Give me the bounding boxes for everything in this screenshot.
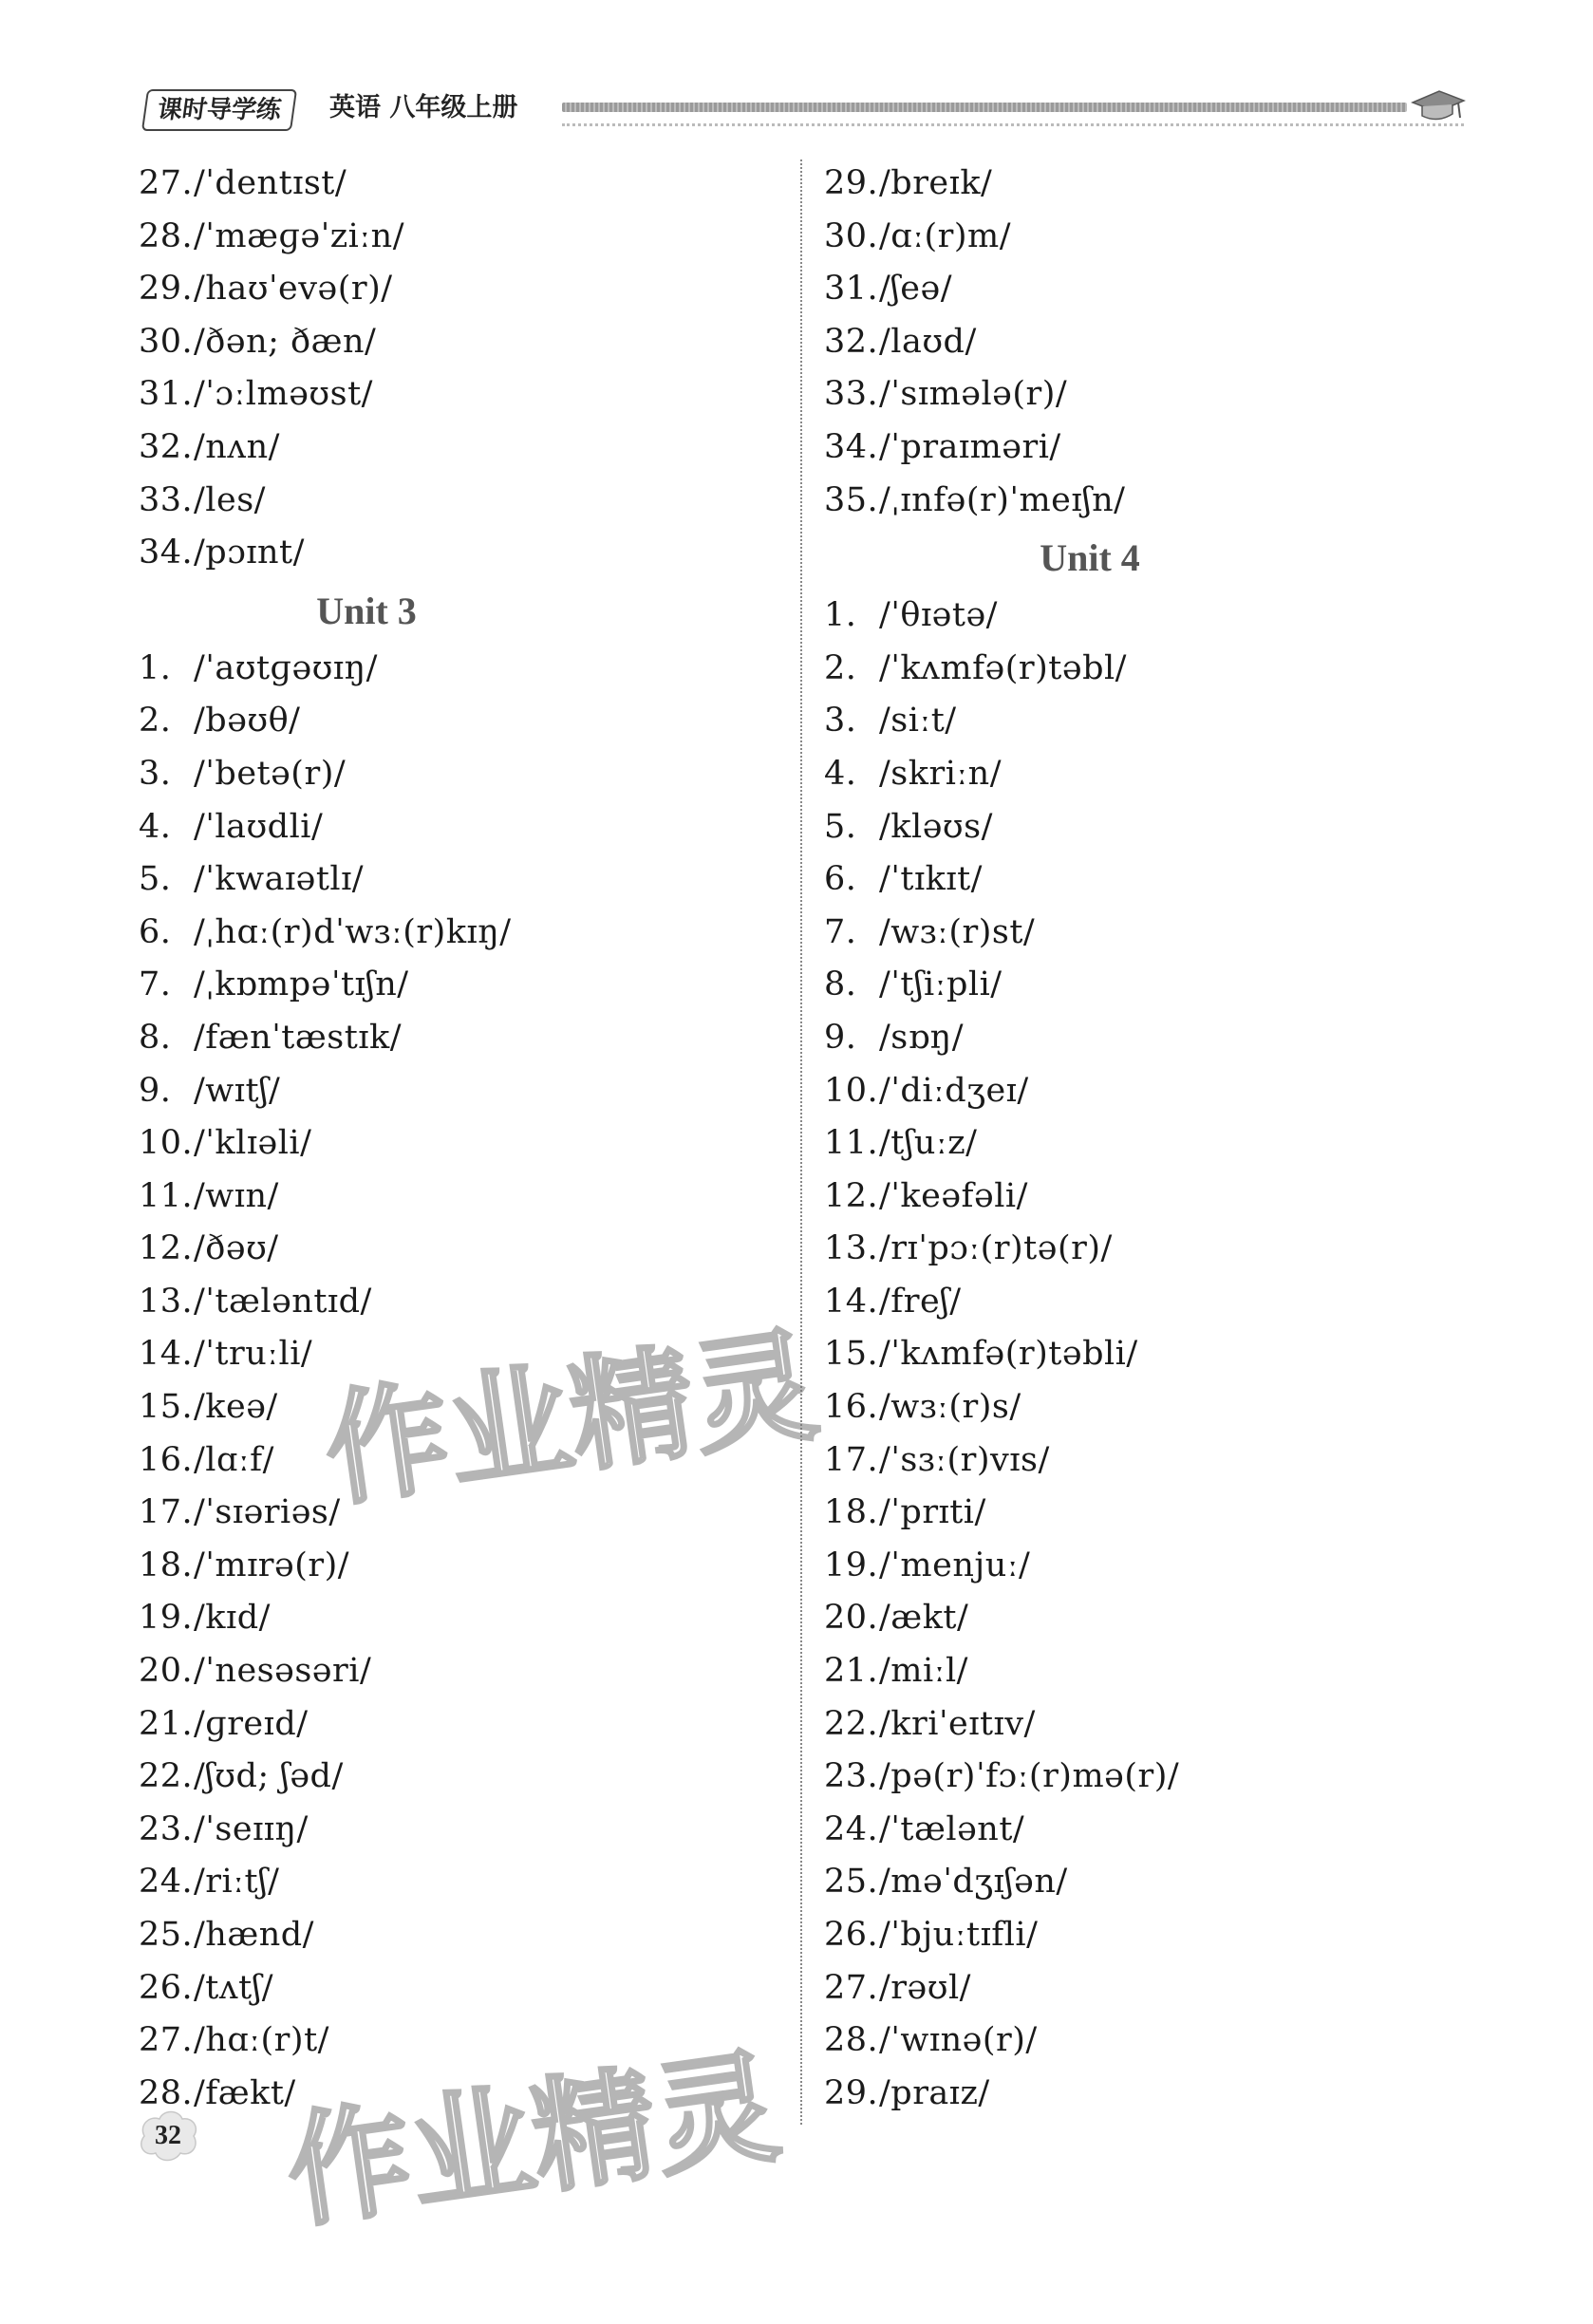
vocab-entry <box>824 959 1479 1012</box>
header-dotted-rule <box>562 123 1464 126</box>
vocab-entry <box>139 695 794 748</box>
watermark: 作业精灵 <box>316 1312 826 1525</box>
entry-number: 22. <box>824 1704 879 1743</box>
vocab-entry <box>139 643 794 696</box>
entry-number: 9. <box>139 1071 172 1110</box>
phonetic-transcription: /nʌn/ <box>194 427 280 466</box>
entry-number: 20. <box>139 1652 194 1691</box>
entry-number: 23. <box>824 1757 879 1796</box>
entry-number: 26. <box>139 1968 194 2007</box>
phonetic-transcription: /ɡreɪd/ <box>194 1704 309 1743</box>
vocab-entry <box>824 1804 1479 1857</box>
entry-number: 14. <box>824 1282 879 1321</box>
entry-number: 30. <box>824 216 879 255</box>
entry-number: 5. <box>824 807 857 846</box>
entry-number: 3. <box>139 754 172 793</box>
phonetic-transcription: /ˈɔːlməʊst/ <box>194 375 373 414</box>
vocab-entry <box>824 1171 1479 1224</box>
vocab-entry <box>139 1171 794 1224</box>
vocab-entry <box>824 158 1479 211</box>
phonetic-transcription: /wɜː(r)s/ <box>879 1388 1021 1427</box>
entry-number: 27. <box>139 2021 194 2060</box>
entry-number: 28. <box>139 216 194 255</box>
vocab-entry <box>824 643 1479 696</box>
vocab-entry <box>139 211 794 264</box>
left-column <box>139 158 794 2120</box>
entry-number: 4. <box>139 807 172 846</box>
entry-number: 27. <box>139 164 194 202</box>
entry-number: 34. <box>824 427 879 466</box>
entry-number: 15. <box>139 1388 194 1427</box>
vocab-entry <box>139 853 794 907</box>
phonetic-transcription: /ðən; ðæn/ <box>194 322 377 361</box>
entry-number: 13. <box>824 1229 879 1268</box>
vocab-entry <box>824 1698 1479 1752</box>
entry-number: 11. <box>824 1124 879 1163</box>
entry-number: 16. <box>139 1440 194 1479</box>
vocab-entry <box>139 801 794 854</box>
vocab-entry <box>824 1223 1479 1276</box>
entry-number: 13. <box>139 1282 194 1321</box>
vocab-entry <box>139 1645 794 1698</box>
vocab-entry <box>139 1592 794 1645</box>
phonetic-transcription: /rɪˈpɔː(r)tə(r)/ <box>879 1229 1113 1268</box>
phonetic-transcription: /pɔɪnt/ <box>194 534 305 572</box>
vocab-entry <box>824 475 1479 528</box>
phonetic-transcription: /ˈkeəfəli/ <box>879 1176 1028 1215</box>
entry-number: 10. <box>824 1071 879 1110</box>
phonetic-transcription: /ˈkwaɪətlɪ/ <box>194 860 365 899</box>
phonetic-transcription: /kriˈeɪtɪv/ <box>879 1704 1036 1743</box>
vocab-entry <box>824 1434 1479 1488</box>
entry-number: 5. <box>139 860 172 899</box>
phonetic-transcription: /ˈtælənt/ <box>879 1809 1025 1848</box>
phonetic-transcription: /breɪk/ <box>879 164 993 202</box>
phonetic-transcription: /ˈaʊtɡəʊɪŋ/ <box>194 648 378 687</box>
vocab-entry <box>139 1117 794 1171</box>
graduation-cap-icon <box>1409 87 1466 125</box>
entry-number: 3. <box>824 702 857 740</box>
phonetic-transcription: /ˈklɪəli/ <box>194 1124 312 1163</box>
entry-number: 29. <box>824 164 879 202</box>
entry-number: 8. <box>824 965 857 1004</box>
entry-number: 12. <box>139 1229 194 1268</box>
vocab-entry <box>139 422 794 475</box>
header-rule <box>562 103 1407 112</box>
vocab-entry <box>824 1856 1479 1909</box>
phonetic-transcription: /wɜː(r)st/ <box>879 912 1036 951</box>
vocab-entry <box>824 1751 1479 1804</box>
phonetic-transcription: /laʊd/ <box>879 322 977 361</box>
phonetic-transcription: /hɑː(r)t/ <box>194 2021 329 2060</box>
vocab-entry <box>824 748 1479 801</box>
vocab-entry <box>139 1540 794 1593</box>
entry-number: 12. <box>824 1176 879 1215</box>
vocab-entry <box>824 211 1479 264</box>
entry-number: 6. <box>139 912 172 951</box>
phonetic-transcription: /wɪn/ <box>194 1176 279 1215</box>
entry-number: 29. <box>824 2073 879 2112</box>
phonetic-transcription: /ˈθɪətə/ <box>879 596 998 635</box>
phonetic-transcription: /ˈmɪrə(r)/ <box>194 1546 350 1584</box>
vocab-entry <box>824 1117 1479 1171</box>
entry-number: 8. <box>139 1018 172 1057</box>
entry-number: 17. <box>824 1440 879 1479</box>
entry-number: 14. <box>139 1335 194 1374</box>
entry-number: 21. <box>824 1652 879 1691</box>
phonetic-transcription: /kləʊs/ <box>879 807 993 846</box>
unit-heading: Unit 4 <box>1040 536 1140 580</box>
phonetic-transcription: /ˈdiːdʒeɪ/ <box>879 1071 1029 1110</box>
phonetic-transcription: /ɑː(r)m/ <box>879 216 1012 255</box>
phonetic-transcription: /praɪz/ <box>879 2073 990 2112</box>
phonetic-transcription: /lɑːf/ <box>194 1440 274 1479</box>
entry-number: 33. <box>139 480 194 519</box>
phonetic-transcription: /pə(r)ˈfɔː(r)mə(r)/ <box>879 1757 1180 1796</box>
phonetic-transcription: /ˈbetə(r)/ <box>194 754 347 793</box>
entry-number: 2. <box>139 702 172 740</box>
vocab-entry <box>139 368 794 422</box>
vocab-entry <box>139 1012 794 1065</box>
vocab-entry <box>824 1645 1479 1698</box>
phonetic-transcription: /haʊˈevə(r)/ <box>194 270 393 309</box>
phonetic-transcription: /ˈwɪnə(r)/ <box>879 2021 1038 2060</box>
phonetic-transcription: /siːt/ <box>879 702 957 740</box>
entry-number: 35. <box>824 480 879 519</box>
entry-number: 7. <box>824 912 857 951</box>
vocab-entry <box>824 1487 1479 1540</box>
entry-number: 27. <box>824 1968 879 2007</box>
entry-number: 19. <box>824 1546 879 1584</box>
phonetic-transcription: /ˈbjuːtɪfli/ <box>879 1916 1039 1954</box>
phonetic-transcription: /freʃ/ <box>879 1282 962 1321</box>
entry-number: 31. <box>139 375 194 414</box>
phonetic-transcription: /fækt/ <box>194 2073 296 2112</box>
entry-number: 17. <box>139 1493 194 1532</box>
vocab-entry <box>139 316 794 369</box>
entry-number: 7. <box>139 965 172 1004</box>
phonetic-transcription: /ˈseɪɪŋ/ <box>194 1809 309 1848</box>
vocab-entry <box>139 475 794 528</box>
phonetic-transcription: /keə/ <box>194 1388 278 1427</box>
phonetic-transcription: /ʃʊd; ʃəd/ <box>194 1757 344 1796</box>
phonetic-transcription: /ʃeə/ <box>879 270 953 309</box>
phonetic-transcription: /ˌhɑː(r)dˈwɜː(r)kɪŋ/ <box>194 912 512 951</box>
vocab-entry <box>139 263 794 316</box>
entry-number: 4. <box>824 754 857 793</box>
vocab-entry <box>824 695 1479 748</box>
vocab-entry <box>139 1909 794 1962</box>
phonetic-transcription: /ˈdentɪst/ <box>194 164 347 202</box>
vocab-entry <box>824 1328 1479 1381</box>
phonetic-transcription: /ækt/ <box>879 1599 969 1638</box>
phonetic-transcription: /ˈsɪəriəs/ <box>194 1493 341 1532</box>
entry-number: 34. <box>139 534 194 572</box>
unit-heading: Unit 3 <box>316 589 417 632</box>
phonetic-transcription: /bəʊθ/ <box>194 702 301 740</box>
phonetic-transcription: /ˈtæləntɪd/ <box>194 1282 372 1321</box>
vocab-entry <box>824 2068 1479 2121</box>
entry-number: 33. <box>824 375 879 414</box>
phonetic-transcription: /ˈpraɪməri/ <box>879 427 1061 466</box>
vocab-entry <box>824 1012 1479 1065</box>
vocab-entry <box>824 1381 1479 1434</box>
vocab-entry <box>824 316 1479 369</box>
vocab-entry <box>139 1751 794 1804</box>
vocab-entry <box>824 1592 1479 1645</box>
page-number: 32 <box>155 2121 181 2150</box>
vocab-entry <box>824 590 1479 643</box>
phonetic-transcription: /ˈkʌmfə(r)təbl/ <box>879 648 1127 687</box>
phonetic-transcription: /wɪtʃ/ <box>194 1071 281 1110</box>
phonetic-transcription: /sɒŋ/ <box>879 1018 964 1057</box>
page-header <box>144 85 1464 135</box>
phonetic-transcription: /ˌɪnfə(r)ˈmeɪʃn/ <box>879 480 1126 519</box>
phonetic-transcription: /ˈnesəsəri/ <box>194 1652 372 1691</box>
entry-number: 32. <box>139 427 194 466</box>
vocab-entry <box>824 2015 1479 2068</box>
entry-number: 32. <box>824 322 879 361</box>
vocab-entry <box>824 1276 1479 1329</box>
entry-number: 18. <box>139 1546 194 1584</box>
phonetic-transcription: /ˈkʌmfə(r)təbli/ <box>879 1335 1138 1374</box>
vocab-entry <box>824 368 1479 422</box>
book-title: 课时导学练 <box>141 89 297 131</box>
vocab-entry <box>824 853 1479 907</box>
phonetic-transcription: /hænd/ <box>194 1916 314 1954</box>
phonetic-transcription: /riːtʃ/ <box>194 1863 280 1902</box>
entry-number: 1. <box>139 648 172 687</box>
vocab-entry <box>139 1804 794 1857</box>
vocab-entry <box>824 422 1479 475</box>
vocab-entry <box>139 907 794 960</box>
entry-number: 23. <box>139 1809 194 1848</box>
phonetic-transcription: /tʌtʃ/ <box>194 1968 273 2007</box>
phonetic-transcription: /ˈmæɡəˈziːn/ <box>194 216 404 255</box>
phonetic-transcription: /ˈtɪkɪt/ <box>879 860 983 899</box>
vocab-entry <box>824 1065 1479 1118</box>
entry-number: 28. <box>139 2073 194 2112</box>
phonetic-transcription: /rəʊl/ <box>879 1968 971 2007</box>
entry-number: 25. <box>824 1863 879 1902</box>
phonetic-transcription: /les/ <box>194 480 266 519</box>
vocab-entry <box>824 1909 1479 1962</box>
vocab-entry <box>824 801 1479 854</box>
vocab-entry <box>139 158 794 211</box>
phonetic-transcription: /ˌkɒmpəˈtɪʃn/ <box>194 965 409 1004</box>
entry-number: 18. <box>824 1493 879 1532</box>
entry-number: 28. <box>824 2021 879 2060</box>
entry-number: 1. <box>824 596 857 635</box>
vocab-entry <box>824 263 1479 316</box>
entry-number: 22. <box>139 1757 194 1796</box>
entry-number: 15. <box>824 1335 879 1374</box>
phonetic-transcription: /miːl/ <box>879 1652 968 1691</box>
entry-number: 29. <box>139 270 194 309</box>
vocab-entry <box>139 748 794 801</box>
entry-number: 16. <box>824 1388 879 1427</box>
phonetic-transcription: /ˈmenjuː/ <box>879 1546 1031 1584</box>
phonetic-transcription: /ˈsɜː(r)vɪs/ <box>879 1440 1050 1479</box>
vocab-entry <box>139 527 794 580</box>
entry-number: 25. <box>139 1916 194 1954</box>
entry-number: 24. <box>824 1809 879 1848</box>
entry-number: 31. <box>824 270 879 309</box>
column-divider <box>800 159 802 2125</box>
vocab-entry <box>824 1962 1479 2015</box>
vocab-entry <box>139 959 794 1012</box>
entry-number: 20. <box>824 1599 879 1638</box>
phonetic-transcription: /məˈdʒɪʃən/ <box>879 1863 1068 1902</box>
vocab-entry <box>824 907 1479 960</box>
phonetic-transcription: /skriːn/ <box>879 754 1003 793</box>
vocab-entry <box>139 1223 794 1276</box>
entry-number: 30. <box>139 322 194 361</box>
phonetic-transcription: /ˈprɪti/ <box>879 1493 986 1532</box>
right-column <box>824 158 1479 2120</box>
phonetic-transcription: /kɪd/ <box>194 1599 271 1638</box>
entry-number: 9. <box>824 1018 857 1057</box>
vocab-entry <box>824 1540 1479 1593</box>
phonetic-transcription: /fænˈtæstɪk/ <box>194 1018 402 1057</box>
phonetic-transcription: /ˈsɪmələ(r)/ <box>879 375 1068 414</box>
phonetic-transcription: /ˈtruːli/ <box>194 1335 313 1374</box>
subject-grade: 英语 八年级上册 <box>329 93 518 122</box>
entry-number: 26. <box>824 1916 879 1954</box>
entry-number: 2. <box>824 648 857 687</box>
vocab-entry <box>139 1856 794 1909</box>
entry-number: 10. <box>139 1124 194 1163</box>
entry-number: 11. <box>139 1176 194 1215</box>
entry-number: 6. <box>824 860 857 899</box>
vocab-entry <box>139 1065 794 1118</box>
watermark: 作业精灵 <box>278 2034 788 2246</box>
phonetic-transcription: /ˈtʃiːpli/ <box>879 965 1003 1004</box>
vocab-entry <box>139 1962 794 2015</box>
phonetic-transcription: /ˈlaʊdli/ <box>194 807 324 846</box>
entry-number: 21. <box>139 1704 194 1743</box>
vocab-entry <box>139 1698 794 1752</box>
phonetic-transcription: /tʃuːz/ <box>879 1124 978 1163</box>
entry-number: 24. <box>139 1863 194 1902</box>
entry-number: 19. <box>139 1599 194 1638</box>
phonetic-transcription: /ðəʊ/ <box>194 1229 279 1268</box>
